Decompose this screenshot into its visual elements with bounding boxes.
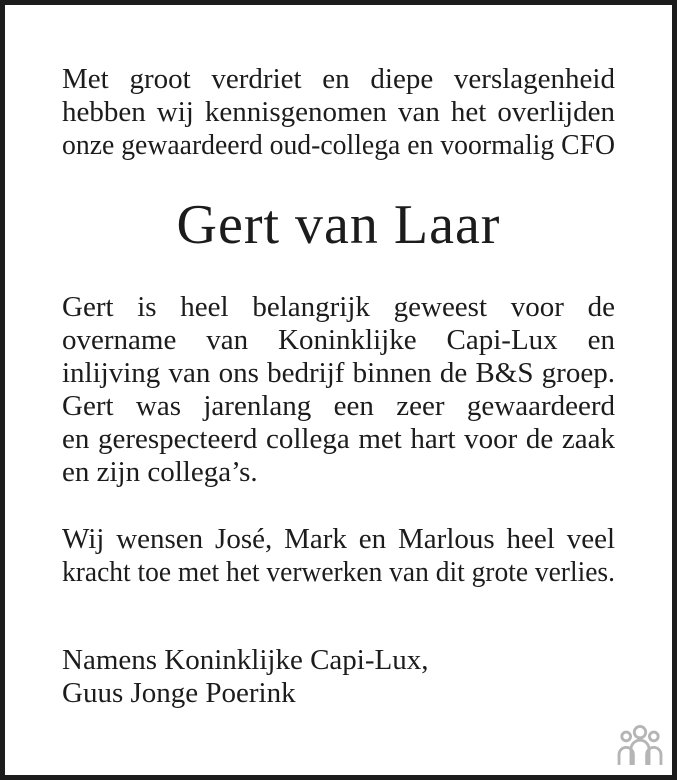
signature-name: Guus Jonge Poerink — [62, 677, 296, 709]
intro-paragraph — [62, 63, 615, 162]
text-line: overname van Koninklijke Capi-Lux en — [62, 324, 615, 356]
text-line: onze gewaardeerd oud-collega en voormalig CFO — [62, 129, 615, 161]
text-line: en gerespecteerd collega met hart voor de zaak — [62, 423, 615, 455]
condolence-paragraph — [62, 523, 615, 589]
text-line: Gert is heel belangrijk geweest voor de — [62, 291, 615, 323]
text-line: hebben wij kennisgenomen van het overlijden — [62, 96, 615, 128]
deceased-name: Gert van Laar — [176, 194, 501, 256]
text-line: Gert was jarenlang een zeer gewaardeerd — [62, 390, 615, 422]
signature-organisation: Namens Koninklijke Capi-Lux, — [62, 644, 429, 676]
left-person-head — [622, 732, 631, 741]
text-line: Met groot verdriet en diepe verslagenheid — [62, 63, 615, 95]
signature-block — [62, 644, 615, 710]
notice-text-column — [5, 5, 672, 710]
text-line: inlijving van ons bedrijf binnen de B&S groep. — [62, 357, 615, 389]
right-person-head — [649, 732, 658, 741]
tribute-paragraph — [62, 291, 615, 489]
text-line: Wij wensen José, Mark en Marlous heel veel — [62, 523, 616, 555]
text-line: en zijn collega’s. — [62, 456, 258, 488]
text-line: kracht toe met het verwerken van dit grote verlies. — [62, 556, 615, 588]
three-people-logo-icon — [617, 725, 663, 765]
middle-person-head — [634, 726, 645, 737]
